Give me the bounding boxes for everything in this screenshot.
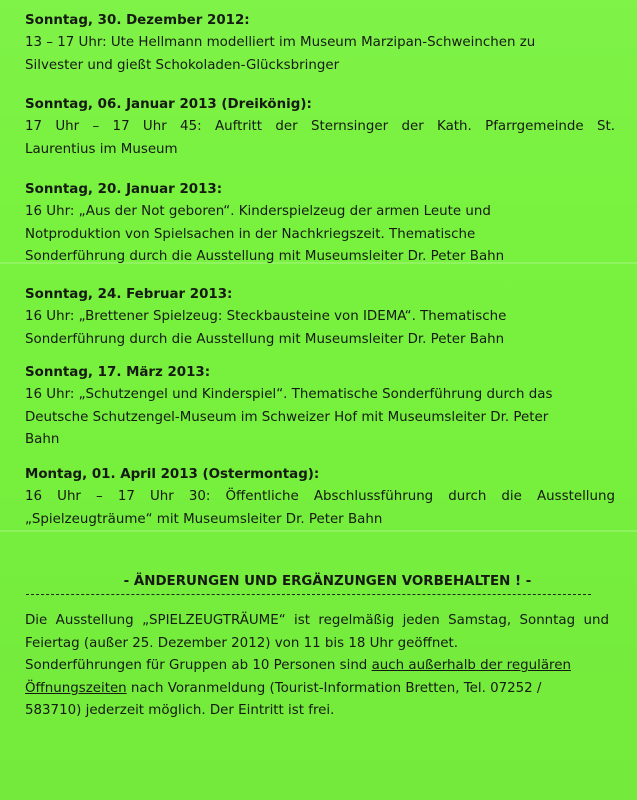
event-block <box>25 284 615 351</box>
info-line: Feiertag (außer 25. Dezember 2012) von 11 bis 18 Uhr geöffnet. <box>25 635 459 651</box>
underlined-text: auch außerhalb der regulären <box>371 658 571 673</box>
notice-heading: - ÄNDERUNGEN UND ERGÄNZUNGEN VORBEHALTEN ! - <box>123 574 532 589</box>
event-line: 16 Uhr: „Aus der Not geboren“. Kinderspielzeug der armen Leute und <box>25 204 491 219</box>
event-date: Sonntag, 20. Januar 2013: <box>25 182 223 197</box>
event-line: Deutsche Schutzengel-Museum im Schweizer Hof mit Museumsleiter Dr. Peter <box>25 409 549 425</box>
info-text: nach Voranmeldung (Tourist-Information Bretten, Tel. 07252 / <box>126 680 542 696</box>
event-line: Silvester und gießt Schokoladen-Glücksbringer <box>25 57 340 73</box>
event-line: Sonderführung durch die Ausstellung mit Museumsleiter Dr. Peter Bahn <box>25 249 505 264</box>
event-description <box>25 32 615 77</box>
event-line: Laurentius im Museum <box>25 141 178 157</box>
event-description <box>25 116 615 161</box>
event-block <box>25 10 615 77</box>
event-date: Sonntag, 24. Februar 2013: <box>25 287 233 302</box>
event-description <box>25 306 615 351</box>
event-block <box>25 94 615 161</box>
event-line: 17 Uhr – 17 Uhr 45: Auftritt der Sternsinger der Kath. Pfarrgemeinde St. <box>25 119 615 134</box>
info-line <box>25 678 609 701</box>
info-text: Sonderführungen für Gruppen ab 10 Personen sind <box>25 658 372 673</box>
info-line <box>25 655 609 678</box>
event-date: Sonntag, 30. Dezember 2012: <box>25 13 250 28</box>
event-description <box>25 201 615 269</box>
event-line: Sonderführung durch die Ausstellung mit Museumsleiter Dr. Peter Bahn <box>25 331 505 347</box>
event-date: Sonntag, 06. Januar 2013 (Dreikönig): <box>25 97 312 112</box>
info-line: 583710) jederzeit möglich. Der Eintritt ist frei. <box>25 703 335 718</box>
event-line: Bahn <box>25 432 60 447</box>
event-block <box>25 362 615 452</box>
event-line: 16 Uhr: „Schutzengel und Kinderspiel“. Thematische Sonderführung durch das <box>25 387 553 402</box>
event-description <box>25 384 615 452</box>
event-block <box>25 464 615 531</box>
info-paragraph <box>25 610 609 723</box>
event-line: 16 Uhr: „Brettener Spielzeug: Steckbausteine von IDEMA“. Thematische <box>25 309 507 324</box>
event-line: 16 Uhr – 17 Uhr 30: Öffentliche Abschlussführung durch die Ausstellung <box>25 489 615 504</box>
event-date: Montag, 01. April 2013 (Ostermontag): <box>25 467 320 482</box>
underlined-text: Öffnungszeiten <box>25 680 127 696</box>
event-date: Sonntag, 17. März 2013: <box>25 365 211 380</box>
event-line: „Spielzeugträume“ mit Museumsleiter Dr. Peter Bahn <box>25 511 383 527</box>
info-line: Die Ausstellung „SPIELZEUGTRÄUME“ ist regelmäßig jeden Samstag, Sonntag und <box>25 613 609 628</box>
event-line: 13 – 17 Uhr: Ute Hellmann modelliert im Museum Marzipan-Schweinchen zu <box>25 35 536 50</box>
event-block <box>25 179 615 269</box>
event-line: Notproduktion von Spielsachen in der Nachkriegszeit. Thematische <box>25 226 476 242</box>
dashed-divider <box>26 594 591 595</box>
event-description <box>25 486 615 531</box>
